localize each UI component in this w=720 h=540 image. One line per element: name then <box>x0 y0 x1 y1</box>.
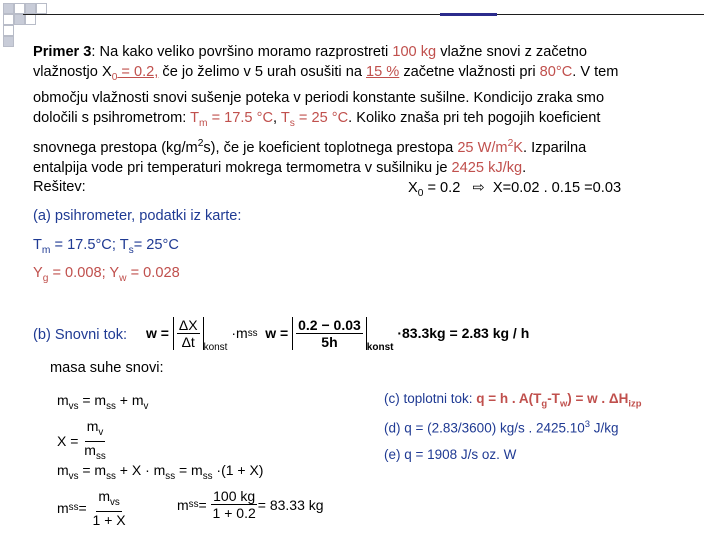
text: = 0.028 <box>126 265 180 281</box>
step-b-label: (b) Snovni tok: <box>33 327 128 343</box>
subscript: m <box>199 117 208 129</box>
corner-square <box>3 25 14 36</box>
x-calc: X=0.02 . 0.15 =0.03 <box>492 180 622 196</box>
text: : Na kako veliko površino moramo razprostreti <box>91 44 393 60</box>
dry-mass-label: masa suhe snovi: <box>50 360 164 376</box>
problem-line-6 <box>33 158 693 178</box>
arrow-right-icon: ⇨ <box>472 180 485 196</box>
subscript: ss <box>106 470 116 482</box>
mss-result: = 83.33 kg <box>257 496 324 513</box>
corner-square <box>3 3 14 14</box>
text: , <box>272 109 281 126</box>
fraction-den: Δt <box>181 333 195 350</box>
step-a-humidity <box>33 265 180 284</box>
mass-flux-result: ·83.3kg = 2.83 kg / h <box>397 325 530 341</box>
text: X = <box>57 433 79 450</box>
text: = m <box>78 462 107 478</box>
text: T <box>280 109 290 126</box>
subscript: s <box>289 117 295 129</box>
text: = 25°C <box>133 237 179 253</box>
corner-square <box>36 3 47 14</box>
x0-calc <box>408 179 621 199</box>
text: J/kg <box>590 420 619 436</box>
text: w = <box>265 325 289 341</box>
step-c <box>384 391 641 410</box>
superscript: 3 <box>584 419 591 430</box>
text: določili s psihrometrom: <box>33 109 191 126</box>
header-rule <box>23 14 704 15</box>
text: m <box>57 462 69 478</box>
mass-value: 100 kg <box>392 44 437 60</box>
header-rule-accent <box>440 13 497 16</box>
fraction-num: 100 kg <box>213 488 256 504</box>
text: m <box>98 488 111 504</box>
fraction-den: 1 + 0.2 <box>212 505 256 521</box>
subscript: vs <box>110 496 120 508</box>
step-c-label: (c) toplotni tok: <box>384 391 477 406</box>
text: začetne vlažnosti pri <box>399 64 540 80</box>
text: . Izparilna <box>523 139 587 156</box>
step-d <box>384 419 619 436</box>
text: m <box>57 392 69 408</box>
ts-value: = 25 °C <box>294 109 349 126</box>
superscript: 2 <box>507 137 514 149</box>
text: T <box>190 109 199 126</box>
corner-square <box>14 3 25 14</box>
text: . Koliko znaša pri teh pogojih koeficient <box>348 109 601 126</box>
eq-mss-value <box>177 488 324 521</box>
fraction-num: 0.2 − 0.03 <box>298 316 361 333</box>
superscript: 2 <box>197 137 204 149</box>
text: ·(1 + X) <box>212 462 264 478</box>
text: (d) q = (2.83/3600) kg/s . 2425.10 <box>384 420 585 436</box>
fraction-num: ΔX <box>178 316 198 333</box>
subscript: izp <box>628 398 642 410</box>
subscript: ss <box>68 502 79 514</box>
fraction-den: 1 + X <box>92 511 126 528</box>
problem-line-5 <box>33 134 693 158</box>
text: vlažnostjo X <box>33 64 112 80</box>
text: + X · m <box>115 462 166 478</box>
alpha-value: 25 W/m <box>457 139 508 156</box>
eq-x <box>57 418 108 465</box>
subscript: g <box>42 272 49 284</box>
text: -T <box>547 391 560 406</box>
bracket <box>173 317 204 350</box>
subscript: vs <box>68 470 79 482</box>
text: snovnega prestopa (kg/m <box>33 139 198 156</box>
tm-value: = 17.5 °C <box>207 109 273 126</box>
step-a-label: (a) psihrometer, podatki iz karte: <box>33 208 242 224</box>
step-a-temps <box>33 237 179 256</box>
x0-value: = 0.2, <box>117 64 159 80</box>
text: w = <box>146 325 169 341</box>
subscript: ss <box>188 499 199 510</box>
solution-label: Rešitev: <box>33 179 86 195</box>
subscript: konst <box>203 342 228 353</box>
text: Y <box>33 265 43 281</box>
text: m <box>57 499 69 516</box>
text: m <box>177 496 189 513</box>
subscript: g <box>541 398 548 410</box>
subscript: 0 <box>111 71 118 83</box>
problem-line-4 <box>33 108 693 134</box>
subscript: v <box>143 400 149 412</box>
text: = m <box>175 462 203 478</box>
subscript: v <box>98 426 104 438</box>
eq-mvs-expanded <box>57 462 263 482</box>
subscript: 0 <box>417 187 424 199</box>
subscript: s <box>128 244 134 256</box>
corner-square <box>25 3 36 14</box>
text: če jo želimo v 5 urah osušiti na <box>158 64 367 80</box>
corner-square <box>3 36 14 47</box>
subscript: konst <box>366 342 394 353</box>
temp-value: 80°C <box>539 64 573 80</box>
fraction-den: 5h <box>321 333 338 350</box>
subscript: ss <box>106 400 116 412</box>
problem-title: Primer 3 <box>33 44 92 60</box>
heat-flow-formula <box>476 391 642 410</box>
text: = 17.5°C; T <box>50 237 129 253</box>
text: ) = w . ΔH <box>567 391 629 406</box>
text: . <box>522 159 527 176</box>
percent-value: 15 % <box>366 64 400 80</box>
problem-line-2 <box>33 62 693 88</box>
text: vlažne snovi z začetno <box>436 44 588 60</box>
text: s), če je koeficient toplotnega prestopa <box>203 139 458 156</box>
subscript: w <box>119 272 127 284</box>
text: m <box>86 418 99 434</box>
text: K <box>513 139 524 156</box>
text: q = h . A(T <box>476 391 542 406</box>
text: = 0.2 <box>423 180 461 196</box>
text: X <box>408 180 418 196</box>
text: = 0.008; Y <box>48 265 120 281</box>
text: + m <box>115 392 144 408</box>
subscript: ss <box>95 450 106 462</box>
text: m <box>84 441 96 458</box>
corner-square <box>14 14 25 25</box>
text: entalpija vode pri temperaturi mokrega termometra v sušilniku je <box>33 159 452 176</box>
subscript: vs <box>68 400 79 412</box>
text: = <box>78 499 87 516</box>
subscript: ss <box>247 327 258 339</box>
text: = <box>198 496 207 513</box>
corner-square <box>25 14 36 25</box>
corner-square <box>3 14 14 25</box>
problem-line-1 <box>33 42 693 62</box>
text: T <box>33 237 42 253</box>
step-e: (e) q = 1908 J/s oz. W <box>384 447 517 462</box>
text: . V tem <box>572 64 619 80</box>
text: = m <box>78 392 107 408</box>
eq-mss <box>57 488 128 528</box>
enthalpy-value: 2425 kJ/kg <box>451 159 523 176</box>
subscript: m <box>41 244 51 256</box>
problem-statement <box>33 42 693 178</box>
subscript: ss <box>202 470 213 482</box>
eq-mvs <box>57 392 148 412</box>
subscript: w <box>559 398 568 410</box>
problem-line-3: območju vlažnosti snovi sušenje poteka v periodi konstante sušilne. Kondicijo zraka smo <box>33 89 605 106</box>
text: ·m <box>231 325 248 341</box>
bracket <box>292 317 367 350</box>
mass-flux-formula <box>146 313 529 353</box>
subscript: ss <box>165 470 176 482</box>
